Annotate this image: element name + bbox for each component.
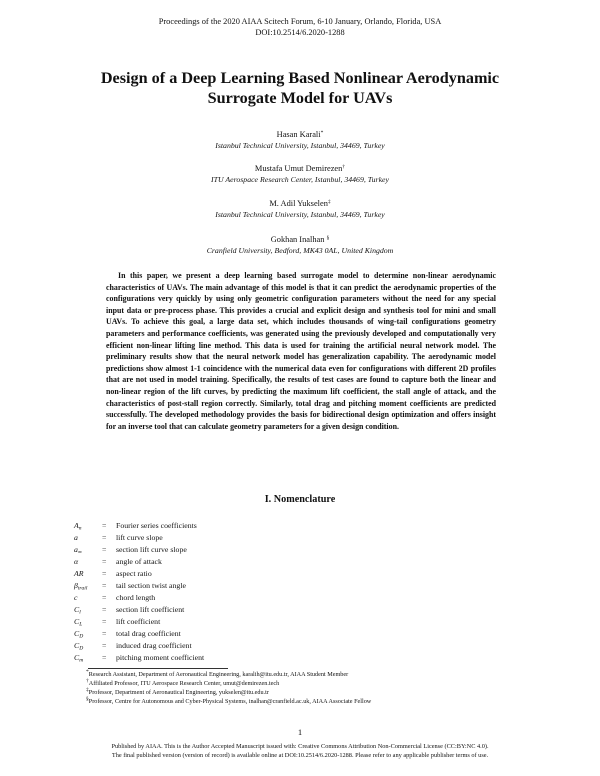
- nomenclature-symbol: $C_D$: [74, 641, 84, 652]
- nomenclature-symbol: c: [74, 593, 78, 602]
- nomenclature-equals: =: [102, 593, 107, 602]
- nomenclature-definition: section lift coefficient: [116, 605, 185, 614]
- nomenclature-equals: =: [102, 581, 107, 590]
- author-affiliation: Istanbul Technical University, Istanbul, 34469, Turkey: [215, 141, 385, 150]
- author-affiliation: Istanbul Technical University, Istanbul, 34469, Turkey: [215, 210, 385, 219]
- nomenclature-definition: angle of attack: [116, 557, 162, 566]
- nomenclature-symbol: $a_\infty$: [74, 545, 82, 556]
- nomenclature-symbol: a: [74, 533, 78, 542]
- nomenclature-equals: =: [102, 617, 107, 626]
- paper-title-line-2: Surrogate Model for UAVs: [207, 89, 393, 107]
- page-number: 1: [297, 727, 303, 737]
- nomenclature-equals: =: [102, 545, 107, 554]
- nomenclature-symbol: $A_n$: [74, 521, 82, 532]
- author-name: Gokhan Inalhan §: [270, 235, 330, 244]
- nomenclature-equals: =: [102, 533, 107, 542]
- nomenclature-definition: lift coefficient: [116, 617, 161, 626]
- nomenclature-equals: =: [102, 653, 107, 662]
- author-footnote-mark: ‡: [327, 199, 331, 205]
- author-footnote-mark: †: [342, 164, 346, 170]
- nomenclature-definition: pitching moment coefficient: [116, 653, 205, 662]
- doi-line: DOI:10.2514/6.2020-1288: [255, 28, 345, 37]
- nomenclature-symbol: $C_D$: [74, 629, 84, 640]
- paper-title-line-1: Design of a Deep Learning Based Nonlinear Aerodynamic: [100, 69, 500, 87]
- footnote: ‡Professor, Department of Aeronautical Engineering, yukselen@itu.edu.tr: [86, 687, 269, 696]
- nomenclature-equals: =: [102, 569, 107, 578]
- publisher-notice-line-1: Published by AIAA. This is the Author Accepted Manuscript issued with: Creative Commons Attribution Non-Commercial License (CC:BY:NC 4.0).: [111, 743, 489, 750]
- proceedings-line: Proceedings of the 2020 AIAA Scitech Forum, 6-10 January, Orlando, Florida, USA: [158, 17, 442, 26]
- abstract: In this paper, we present a deep learning based surrogate model to determine non-linear aerodynamic characteristics of UAVs. The main advantage of this model is that it can predict the aerodynamic properties of the configurations very quickly by using only geometric configuration parameters without the need for any special input data or pre-process phase. This provides a crucial and explicit design and synthesis tool for mini and small UAVs. To achieve this goal, a large data set, which includes thousands of wing-tail configurations geometry parameters and performance coefficients, was generated using the previously developed and computationally very efficient non-linear lifting line method. This data is used for training the artificial neural network model. The preliminary results show that the neural network model has generalization capability. The aerodynamic model predictions show almost 1-1 coincidence with the numerical data even for configurations with different 2D profiles that are not used in model training. Specifically, the results of test cases are found to capture both the linear and non-linear region of the lift curves, by predicting the maximum lift coefficient, the stall angle of attack, and the characteristics of post-stall region correctly. Similarly, total drag and pitching moment coefficients are predicted successfully. The developed methodology provides the basis for bidirectional design optimization and offers insight for an inverse tool that can calculate geometry parameters for a given design condition.: [106, 271, 496, 431]
- footnote: §Professor, Centre for Autonomous and Cyber-Physical Systems, inalhan@cranfield.ac.uk, AIAA Associate Fellow: [86, 696, 372, 705]
- nomenclature-definition: total drag coefficient: [116, 629, 181, 638]
- nomenclature-definition: tail section twist angle: [116, 581, 186, 590]
- nomenclature-definition: section lift curve slope: [116, 545, 187, 554]
- nomenclature-symbol: $\beta_{trail}$: [74, 581, 88, 592]
- nomenclature-symbol: $C_L$: [74, 617, 83, 628]
- nomenclature-symbol: $C_l$: [74, 605, 81, 616]
- nomenclature-equals: =: [102, 629, 107, 638]
- nomenclature-equals: =: [102, 641, 107, 650]
- author-name: Mustafa Umut Demirezen†: [254, 164, 346, 173]
- nomenclature-definition: aspect ratio: [116, 569, 152, 578]
- nomenclature-equals: =: [102, 557, 107, 566]
- author-name: M. Adil Yukselen‡: [269, 199, 331, 208]
- author-footnote-mark: *: [320, 130, 324, 136]
- publisher-notice-line-2: The final published version (version of record) is available online at DOI:10.2514/6.2020-1288. Please refer to any applicable publisher terms of use.: [111, 752, 489, 759]
- nomenclature-definition: induced drag coefficient: [116, 641, 192, 650]
- nomenclature-equals: =: [102, 605, 107, 614]
- nomenclature-equals: =: [102, 521, 107, 530]
- footnote-rule: [88, 668, 228, 669]
- footnote: †Affiliated Professor, ITU Aerospace Research Center, umut@demirezen.tech: [86, 678, 280, 687]
- nomenclature-definition: lift curve slope: [116, 533, 163, 542]
- author-name: Hasan Karali*: [276, 130, 324, 139]
- nomenclature-symbol: $C_m$: [74, 653, 84, 664]
- nomenclature-symbol: α: [74, 557, 79, 566]
- nomenclature-heading: I. Nomenclature: [264, 494, 336, 505]
- footnote: *Research Assistant, Department of Aeronautical Engineering, karalih@itu.edu.tr, AIAA Student Member: [86, 669, 349, 678]
- nomenclature-definition: Fourier series coefficients: [116, 521, 197, 530]
- author-affiliation: ITU Aerospace Research Center, Istanbul, 34469, Turkey: [211, 175, 389, 184]
- author-footnote-mark: §: [326, 235, 330, 241]
- author-affiliation: Cranfield University, Bedford, MK43 0AL, United Kingdom: [206, 246, 394, 255]
- nomenclature-definition: chord length: [116, 593, 156, 602]
- nomenclature-symbol: AR: [74, 569, 84, 578]
